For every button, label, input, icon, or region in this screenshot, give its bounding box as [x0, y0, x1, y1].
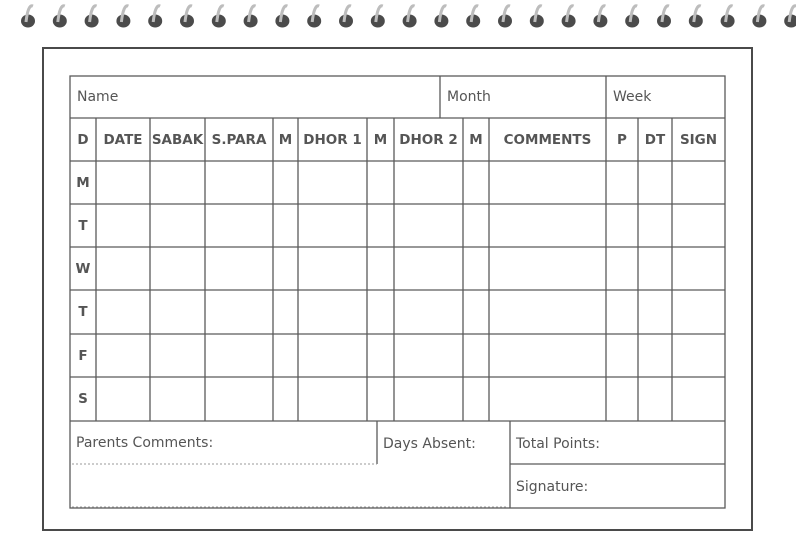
column-header-m1: M — [278, 131, 293, 148]
month-field[interactable] — [440, 76, 606, 118]
signature-field[interactable] — [510, 464, 725, 508]
column-header-spara: S.PARA — [211, 131, 267, 148]
column-header-sign: SIGN — [679, 131, 718, 148]
days-absent-label: Days Absent: — [383, 436, 476, 452]
day-label-tuesday: T — [78, 217, 88, 234]
name-label: Name — [77, 89, 119, 105]
total-points-label: Total Points: — [516, 436, 600, 452]
total-points-field[interactable] — [510, 421, 725, 464]
column-header-p: P — [617, 131, 627, 148]
column-header-dhor2: DHOR 2 — [399, 131, 458, 148]
parents-comments-field[interactable] — [70, 421, 377, 508]
days-absent-field[interactable] — [377, 421, 510, 464]
signature-label: Signature: — [516, 479, 589, 495]
day-label-monday: M — [76, 174, 90, 191]
day-label-wednesday: W — [75, 260, 91, 277]
week-field[interactable] — [606, 76, 725, 118]
column-header-day: D — [77, 131, 89, 148]
day-label-saturday: S — [78, 391, 88, 407]
name-field[interactable] — [70, 76, 440, 118]
parents-comments-label: Parents Comments: — [76, 435, 214, 451]
week-label: Week — [613, 89, 652, 105]
day-label-thursday: T — [78, 304, 88, 320]
month-label: Month — [447, 89, 491, 105]
column-header-dhor1: DHOR 1 — [303, 131, 362, 148]
column-header-m2: M — [373, 131, 388, 148]
column-header-date: DATE — [103, 131, 143, 148]
column-header-comments: COMMENTS — [503, 131, 592, 148]
column-header-m3: M — [469, 131, 483, 148]
column-header-dt: DT — [644, 131, 666, 148]
day-label-friday: F — [78, 347, 88, 364]
column-header-sabak: SABAK — [151, 131, 204, 148]
